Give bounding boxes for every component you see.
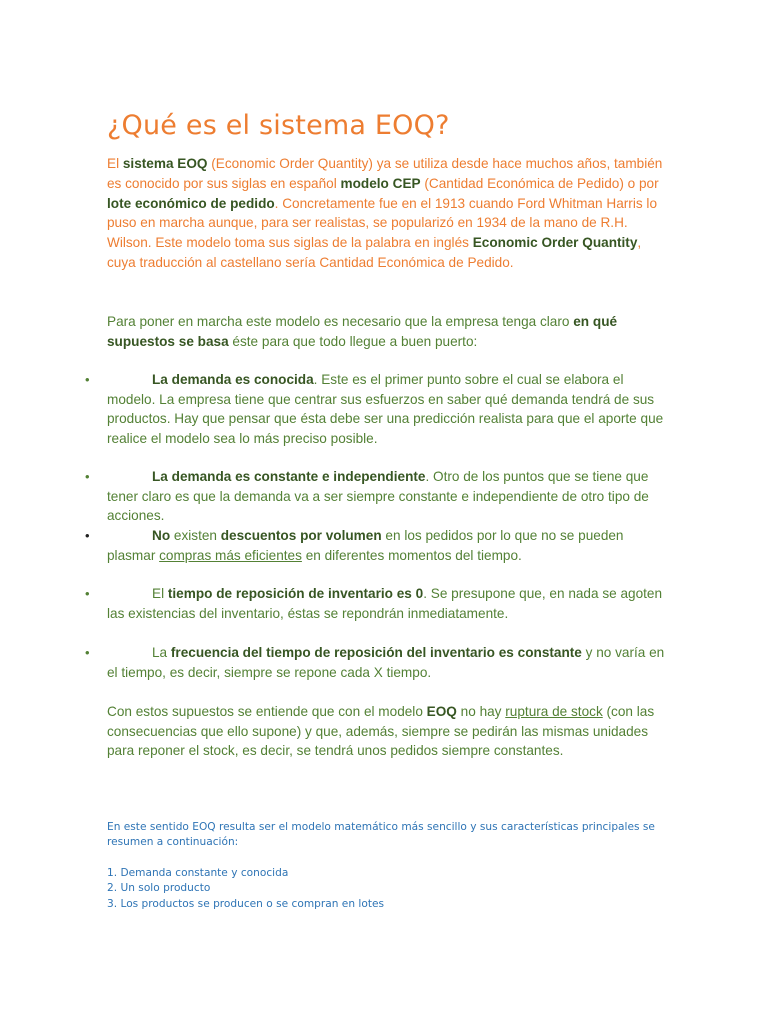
- summary-section: [107, 820, 667, 912]
- intro-paragraph: [107, 312, 667, 351]
- summary-list: [107, 866, 667, 912]
- bold-term: frecuencia del tiempo de reposición del inventario es constante: [170, 645, 582, 660]
- bold-term: La demanda es constante e independiente: [152, 469, 426, 484]
- bullet-icon: •: [85, 645, 90, 660]
- text: , cuya traducción al castellano sería Cantidad Económica de Pedido.: [107, 235, 642, 270]
- list-item: [85, 526, 667, 565]
- text: . Concretamente fue en el 1913 cuando Ford Whitman Harris lo puso en marcha aunque, para ser realistas, se popularizó en 1934 de la mano de R.H. Wilson. Este modelo toma sus siglas de la palabra en inglés: [107, 195, 658, 251]
- compras-link[interactable]: compras más eficientes: [159, 547, 302, 563]
- text: (con las consecuencias que ello supone) y que, además, siempre se pedirán las mismas unidades para reponer el stock, es decir, se tendrá unos pedidos siempre constantes.: [107, 704, 655, 759]
- text: El: [107, 156, 123, 171]
- text: . Este es el primer punto sobre el cual se elabora el modelo. La empresa tiene que centrar sus esfuerzos en saber qué demanda tendrá de sus productos. Hay que pensar que ésta debe ser una predicción realista para que el aporte que realice el modelo sea lo más preciso posible.: [107, 372, 664, 446]
- text: (Economic Order Quantity) ya se utiliza desde hace muchos años, también es conocido por sus siglas en español: [107, 156, 663, 191]
- bullet-icon: •: [85, 372, 90, 387]
- bullet-icon: •: [85, 469, 90, 484]
- text: El: [152, 586, 168, 601]
- text: Con estos supuestos se entiende que con el modelo: [107, 704, 427, 719]
- summary-item: 3. Los productos se producen o se compran en lotes: [107, 897, 385, 910]
- list-item: [85, 370, 667, 448]
- list-item: [85, 467, 667, 526]
- bold-term: La demanda es conocida: [152, 372, 314, 387]
- bold-term: descuentos por volumen: [220, 528, 382, 543]
- bullet-icon: •: [85, 528, 90, 543]
- text: éste para que todo llegue a buen puerto:: [228, 333, 478, 349]
- bold-term: No: [152, 528, 171, 543]
- bold-term: sistema EOQ: [122, 156, 208, 171]
- text: en diferentes momentos del tiempo.: [301, 547, 522, 563]
- text: no hay: [456, 704, 506, 719]
- bold-term: EOQ: [426, 704, 457, 719]
- ruptura-de-stock-link[interactable]: ruptura de stock: [505, 704, 603, 719]
- text: . Otro de los puntos que se tiene que tener claro es que la demanda va a ser siempre constante e independiente de otro tipo de acciones.: [107, 469, 649, 524]
- conclusion-paragraph: [107, 702, 667, 761]
- summary-intro: En este sentido EOQ resulta ser el modelo matemático más sencillo y sus características principales se resumen a continuación:: [107, 821, 655, 849]
- list-item: [85, 643, 667, 682]
- text: . Se presupone que, en nada se agoten las existencias del inventario, éstas se repondrán inmediatamente.: [107, 586, 663, 621]
- bullet-icon: •: [85, 586, 90, 601]
- bold-term: lote económico de pedido: [107, 195, 275, 211]
- summary-item: 1. Demanda constante y conocida: [107, 866, 289, 879]
- text: y no varía en el tiempo, es decir, siempre se repone cada X tiempo.: [107, 645, 665, 680]
- text: existen: [170, 528, 221, 543]
- text: en los pedidos por lo que no se pueden plasmar: [107, 528, 624, 563]
- text: (Cantidad Económica de Pedido) o por: [420, 175, 659, 191]
- list-item: [85, 584, 667, 623]
- summary-item: 2. Un solo producto: [107, 882, 211, 895]
- bold-term: en qué supuestos se basa: [107, 314, 618, 349]
- bold-term: tiempo de reposición de inventario es 0: [167, 586, 424, 601]
- definition-paragraph: [107, 154, 663, 273]
- bold-term: modelo CEP: [340, 175, 421, 191]
- text: La: [152, 645, 171, 660]
- bold-term: Economic Order Quantity: [472, 235, 638, 251]
- text: Para poner en marcha este modelo es necesario que la empresa tenga claro: [107, 314, 574, 329]
- page-title: ¿Qué es el sistema EOQ?: [107, 110, 450, 141]
